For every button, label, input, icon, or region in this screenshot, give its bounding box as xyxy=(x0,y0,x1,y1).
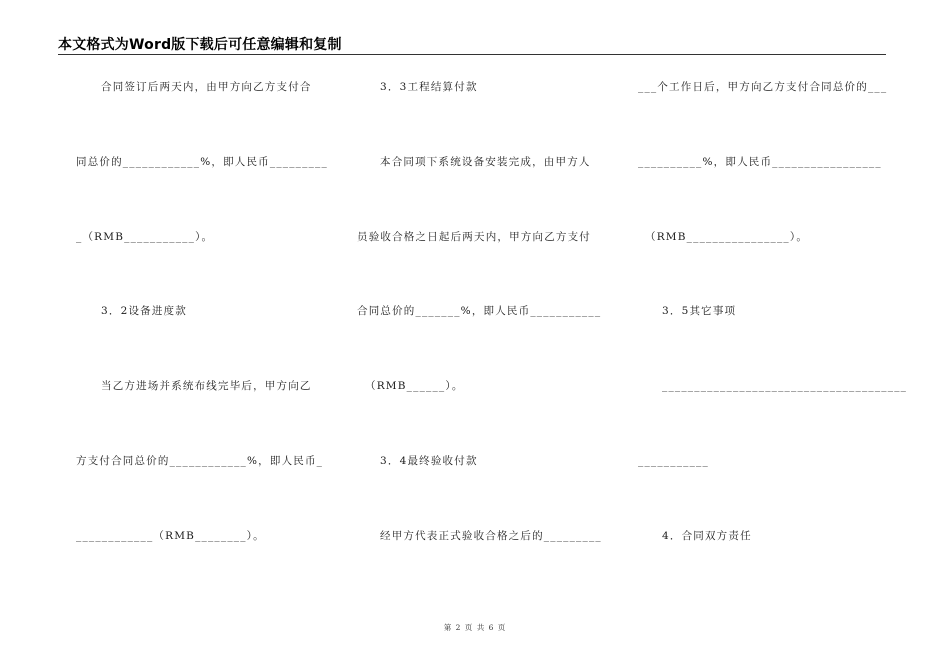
text-line: 同总价的____________%，即人民币_________ xyxy=(76,156,328,168)
text-line: 合同签订后两天内，由甲方向乙方支付合 xyxy=(101,81,312,93)
section-heading: 3．2设备进度款 xyxy=(101,305,187,317)
blank-line: ___________ xyxy=(638,455,709,467)
text-line: ____________（RMB________）。 xyxy=(76,530,265,542)
text-line: 方支付合同总价的____________%，即人民币_ xyxy=(76,455,324,467)
text-line: ___个工作日后，甲方向乙方支付合同总价的___ xyxy=(638,81,888,93)
text-line: 当乙方进场并系统布线完毕后，甲方向乙 xyxy=(101,380,312,392)
text-line: （RMB________________）。 xyxy=(645,231,809,243)
text-line: __________%，即人民币_________________ xyxy=(638,156,882,168)
text-line: （RMB______）。 xyxy=(365,380,464,392)
section-heading: 3．3工程结算付款 xyxy=(380,81,478,93)
header-title: 本文格式为Word版下载后可任意编辑和复制 xyxy=(58,37,342,53)
section-heading: 4．合同双方责任 xyxy=(662,530,752,542)
text-line: 员验收合格之日起后两天内，甲方向乙方支付 xyxy=(357,231,591,243)
section-heading: 3．4最终验收付款 xyxy=(380,455,478,467)
page-number: 第 2 页 共 6 页 xyxy=(443,623,507,632)
text-line: 经甲方代表正式验收合格之后的_________ xyxy=(380,530,602,542)
text-line: 本合同项下系统设备安装完成，由甲方人 xyxy=(380,156,591,168)
text-line: 合同总价的_______%，即人民币___________ xyxy=(357,305,602,317)
text-line: _（RMB___________）。 xyxy=(76,231,214,243)
document-header xyxy=(58,34,886,55)
blank-line: ______________________________________ xyxy=(662,380,908,392)
section-heading: 3．5其它事项 xyxy=(662,305,737,317)
